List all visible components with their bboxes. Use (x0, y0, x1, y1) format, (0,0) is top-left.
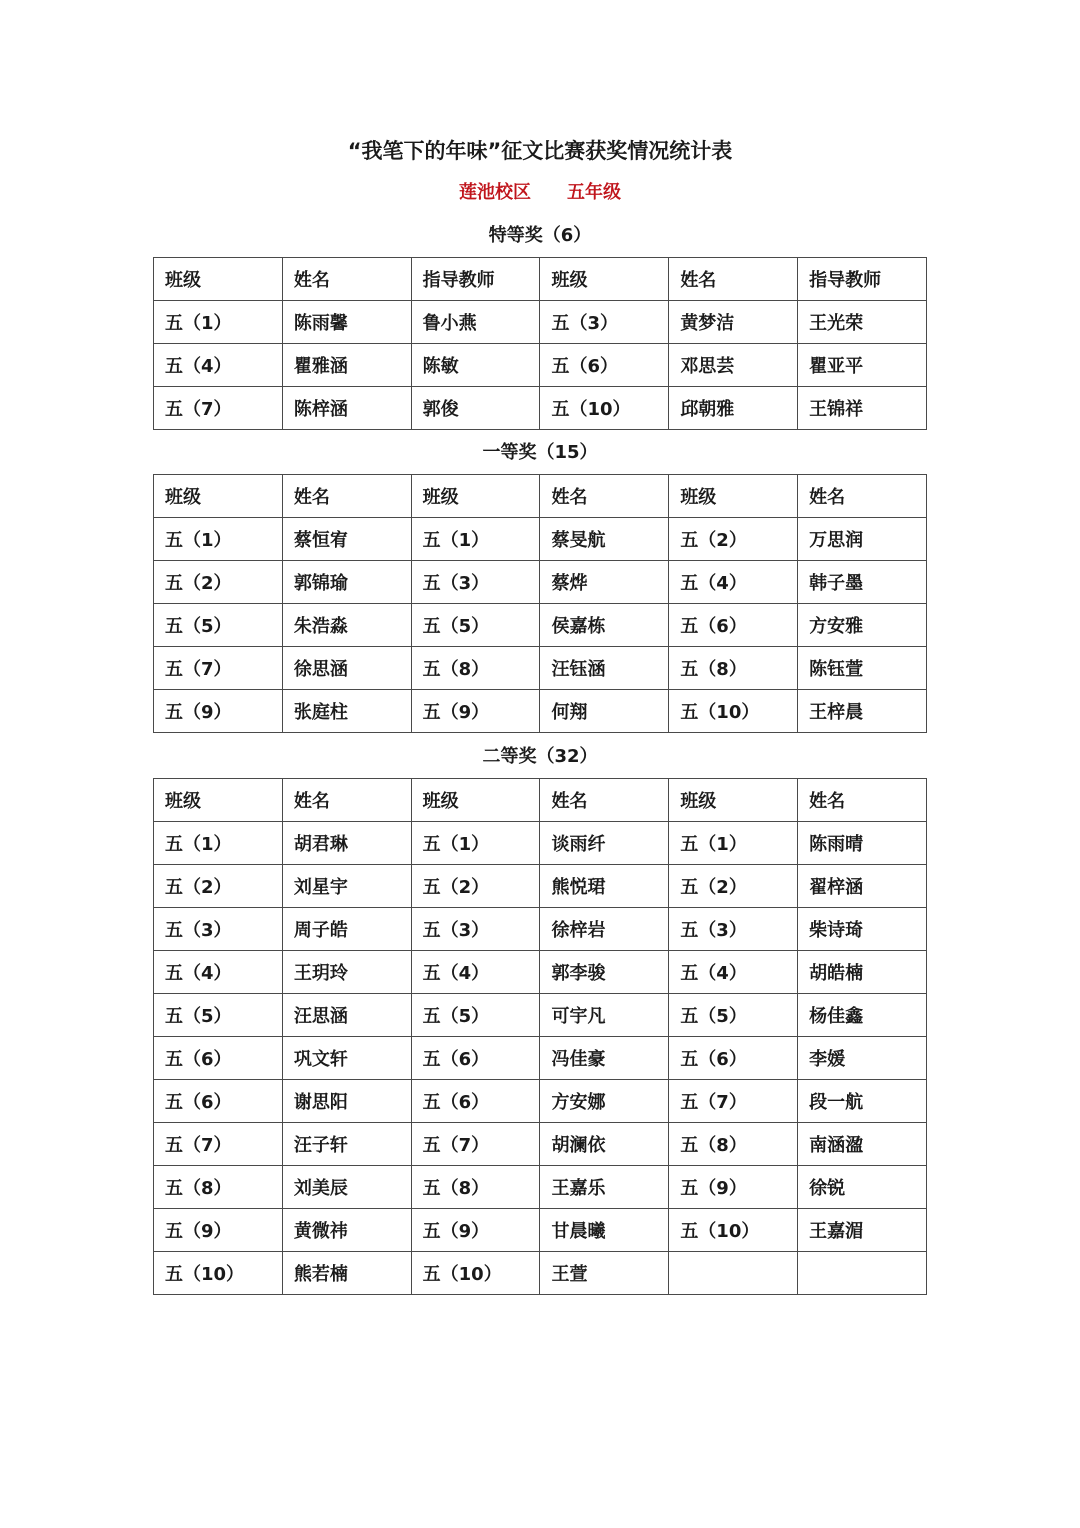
table-cell: 五（2） (154, 561, 283, 604)
table-cell: 王梓晨 (798, 690, 927, 733)
table-cell: 周子皓 (282, 908, 411, 951)
page-title: “我笔下的年味”征文比赛获奖情况统计表 (347, 139, 733, 163)
table-row (154, 1209, 927, 1252)
column-header: 姓名 (798, 779, 927, 822)
table-cell: 五（1） (154, 822, 283, 865)
table-cell: 段一航 (798, 1080, 927, 1123)
table-row (154, 647, 927, 690)
column-header: 班级 (669, 779, 798, 822)
table-cell: 汪子轩 (282, 1123, 411, 1166)
table-row (154, 518, 927, 561)
table-cell: 五（5） (411, 604, 540, 647)
table-cell: 胡澜依 (540, 1123, 669, 1166)
column-header: 班级 (154, 258, 283, 301)
table-cell: 郭李骏 (540, 951, 669, 994)
table-cell: 五（10） (154, 1252, 283, 1295)
second-prize-table (153, 778, 927, 1295)
table-cell: 汪思涵 (282, 994, 411, 1037)
table-cell: 邓思芸 (669, 344, 798, 387)
table-row (154, 690, 927, 733)
table-cell: 五（3） (540, 301, 669, 344)
table-cell: 五（8） (669, 647, 798, 690)
table-cell: 五（2） (411, 865, 540, 908)
table-cell: 五（6） (540, 344, 669, 387)
table-row (154, 344, 927, 387)
table-cell: 刘星宇 (282, 865, 411, 908)
table-cell: 五（7） (154, 387, 283, 430)
table-cell: 王萱 (540, 1252, 669, 1295)
special-prize-heading: 特等奖（6） (488, 225, 592, 246)
table-cell: 五（9） (669, 1166, 798, 1209)
table-cell: 五（6） (154, 1037, 283, 1080)
table-cell: 朱浩淼 (282, 604, 411, 647)
table-cell: 五（7） (669, 1080, 798, 1123)
table-cell: 王嘉乐 (540, 1166, 669, 1209)
second-prize-heading: 二等奖（32） (482, 746, 598, 767)
table-cell: 王光荣 (798, 301, 927, 344)
table-cell: 何翔 (540, 690, 669, 733)
table-cell: 五（6） (411, 1080, 540, 1123)
column-header: 姓名 (540, 475, 669, 518)
table-cell: 巩文轩 (282, 1037, 411, 1080)
table-cell: 蔡恒宥 (282, 518, 411, 561)
table-cell: 徐锐 (798, 1166, 927, 1209)
table-cell: 刘美辰 (282, 1166, 411, 1209)
table-row (154, 387, 927, 430)
column-header: 班级 (540, 258, 669, 301)
table-cell: 侯嘉栋 (540, 604, 669, 647)
table-cell: 五（5） (411, 994, 540, 1037)
table-cell: 五（5） (669, 994, 798, 1037)
table-cell: 五（4） (669, 561, 798, 604)
table-cell: 五（7） (154, 1123, 283, 1166)
table-row (154, 908, 927, 951)
table-cell: 瞿雅涵 (282, 344, 411, 387)
column-header: 姓名 (282, 779, 411, 822)
column-header: 姓名 (798, 475, 927, 518)
table-cell: 五（9） (154, 690, 283, 733)
table-cell: 五（4） (154, 344, 283, 387)
campus-label: 莲池校区 (459, 182, 531, 203)
table-cell: 方安娜 (540, 1080, 669, 1123)
table-cell: 五（10） (411, 1252, 540, 1295)
table-cell: 陈钰萱 (798, 647, 927, 690)
table-row (154, 1080, 927, 1123)
table-cell: 杨佳鑫 (798, 994, 927, 1037)
table-cell: 王锦祥 (798, 387, 927, 430)
table-cell: 郭锦瑜 (282, 561, 411, 604)
table-cell: 鲁小燕 (411, 301, 540, 344)
table-cell: 五（1） (154, 301, 283, 344)
table-cell: 翟梓涵 (798, 865, 927, 908)
table-header-row (154, 258, 927, 301)
table-cell: 五（3） (154, 908, 283, 951)
table-cell: 五（6） (669, 604, 798, 647)
table-cell: 邱朝雅 (669, 387, 798, 430)
table-cell: 蔡烨 (540, 561, 669, 604)
table-cell: 熊悦珺 (540, 865, 669, 908)
first-prize-table (153, 474, 927, 733)
table-cell: 五（9） (411, 690, 540, 733)
table-header-row (154, 475, 927, 518)
grade-label: 五年级 (567, 182, 621, 203)
table-cell: 五（5） (154, 994, 283, 1037)
table-cell (798, 1252, 927, 1295)
table-cell: 五（8） (411, 1166, 540, 1209)
table-cell: 五（1） (411, 822, 540, 865)
table-row (154, 1166, 927, 1209)
table-cell: 谈雨纤 (540, 822, 669, 865)
column-header: 姓名 (282, 475, 411, 518)
table-cell: 五（5） (154, 604, 283, 647)
table-cell: 五（8） (411, 647, 540, 690)
table-row (154, 1037, 927, 1080)
table-cell: 五（8） (154, 1166, 283, 1209)
table-cell: 李媛 (798, 1037, 927, 1080)
table-cell: 可宇凡 (540, 994, 669, 1037)
table-cell: 五（3） (669, 908, 798, 951)
table-row (154, 604, 927, 647)
table-cell: 五（6） (154, 1080, 283, 1123)
table-cell: 胡皓楠 (798, 951, 927, 994)
table-cell: 五（1） (154, 518, 283, 561)
column-header: 班级 (411, 779, 540, 822)
table-cell: 五（4） (411, 951, 540, 994)
table-cell: 五（10） (669, 690, 798, 733)
table-cell: 蔡旻航 (540, 518, 669, 561)
table-cell: 五（3） (411, 561, 540, 604)
table-cell: 熊若楠 (282, 1252, 411, 1295)
table-row (154, 951, 927, 994)
column-header: 指导教师 (798, 258, 927, 301)
column-header: 姓名 (540, 779, 669, 822)
table-cell: 五（4） (154, 951, 283, 994)
table-cell: 南涵溋 (798, 1123, 927, 1166)
table-cell: 五（1） (669, 822, 798, 865)
table-cell: 徐梓岩 (540, 908, 669, 951)
table-cell: 五（3） (411, 908, 540, 951)
table-cell: 陈梓涵 (282, 387, 411, 430)
table-row (154, 822, 927, 865)
table-cell: 五（8） (669, 1123, 798, 1166)
table-row (154, 301, 927, 344)
table-row (154, 865, 927, 908)
column-header: 班级 (154, 475, 283, 518)
table-cell: 陈敏 (411, 344, 540, 387)
table-cell: 柴诗琦 (798, 908, 927, 951)
column-header: 班级 (669, 475, 798, 518)
table-row (154, 1123, 927, 1166)
table-cell: 冯佳豪 (540, 1037, 669, 1080)
table-cell: 五（6） (669, 1037, 798, 1080)
table-cell: 万思润 (798, 518, 927, 561)
table-cell: 瞿亚平 (798, 344, 927, 387)
table-cell: 黄梦洁 (669, 301, 798, 344)
table-cell: 郭俊 (411, 387, 540, 430)
table-cell: 汪钰涵 (540, 647, 669, 690)
special-prize-table (153, 257, 927, 430)
table-cell: 五（10） (540, 387, 669, 430)
table-header-row (154, 779, 927, 822)
first-prize-heading: 一等奖（15） (482, 442, 598, 463)
table-cell: 五（9） (154, 1209, 283, 1252)
table-cell: 黄微祎 (282, 1209, 411, 1252)
table-row (154, 1252, 927, 1295)
table-cell: 韩子墨 (798, 561, 927, 604)
table-cell: 王玥玲 (282, 951, 411, 994)
table-cell: 五（1） (411, 518, 540, 561)
table-cell: 张庭柱 (282, 690, 411, 733)
subtitle (0, 177, 1080, 209)
table-cell: 甘晨曦 (540, 1209, 669, 1252)
column-header: 班级 (154, 779, 283, 822)
table-cell: 方安雅 (798, 604, 927, 647)
table-cell: 五（6） (411, 1037, 540, 1080)
column-header: 姓名 (282, 258, 411, 301)
table-cell (669, 1252, 798, 1295)
table-cell: 五（2） (669, 518, 798, 561)
table-cell: 陈雨晴 (798, 822, 927, 865)
table-cell: 五（7） (154, 647, 283, 690)
table-cell: 谢思阳 (282, 1080, 411, 1123)
table-cell: 五（10） (669, 1209, 798, 1252)
column-header: 指导教师 (411, 258, 540, 301)
table-cell: 五（9） (411, 1209, 540, 1252)
table-cell: 王嘉湄 (798, 1209, 927, 1252)
table-row (154, 994, 927, 1037)
table-cell: 陈雨馨 (282, 301, 411, 344)
column-header: 姓名 (669, 258, 798, 301)
table-cell: 徐思涵 (282, 647, 411, 690)
table-row (154, 561, 927, 604)
table-cell: 五（4） (669, 951, 798, 994)
column-header: 班级 (411, 475, 540, 518)
table-cell: 五（2） (669, 865, 798, 908)
table-cell: 五（7） (411, 1123, 540, 1166)
table-cell: 胡君琳 (282, 822, 411, 865)
table-cell: 五（2） (154, 865, 283, 908)
